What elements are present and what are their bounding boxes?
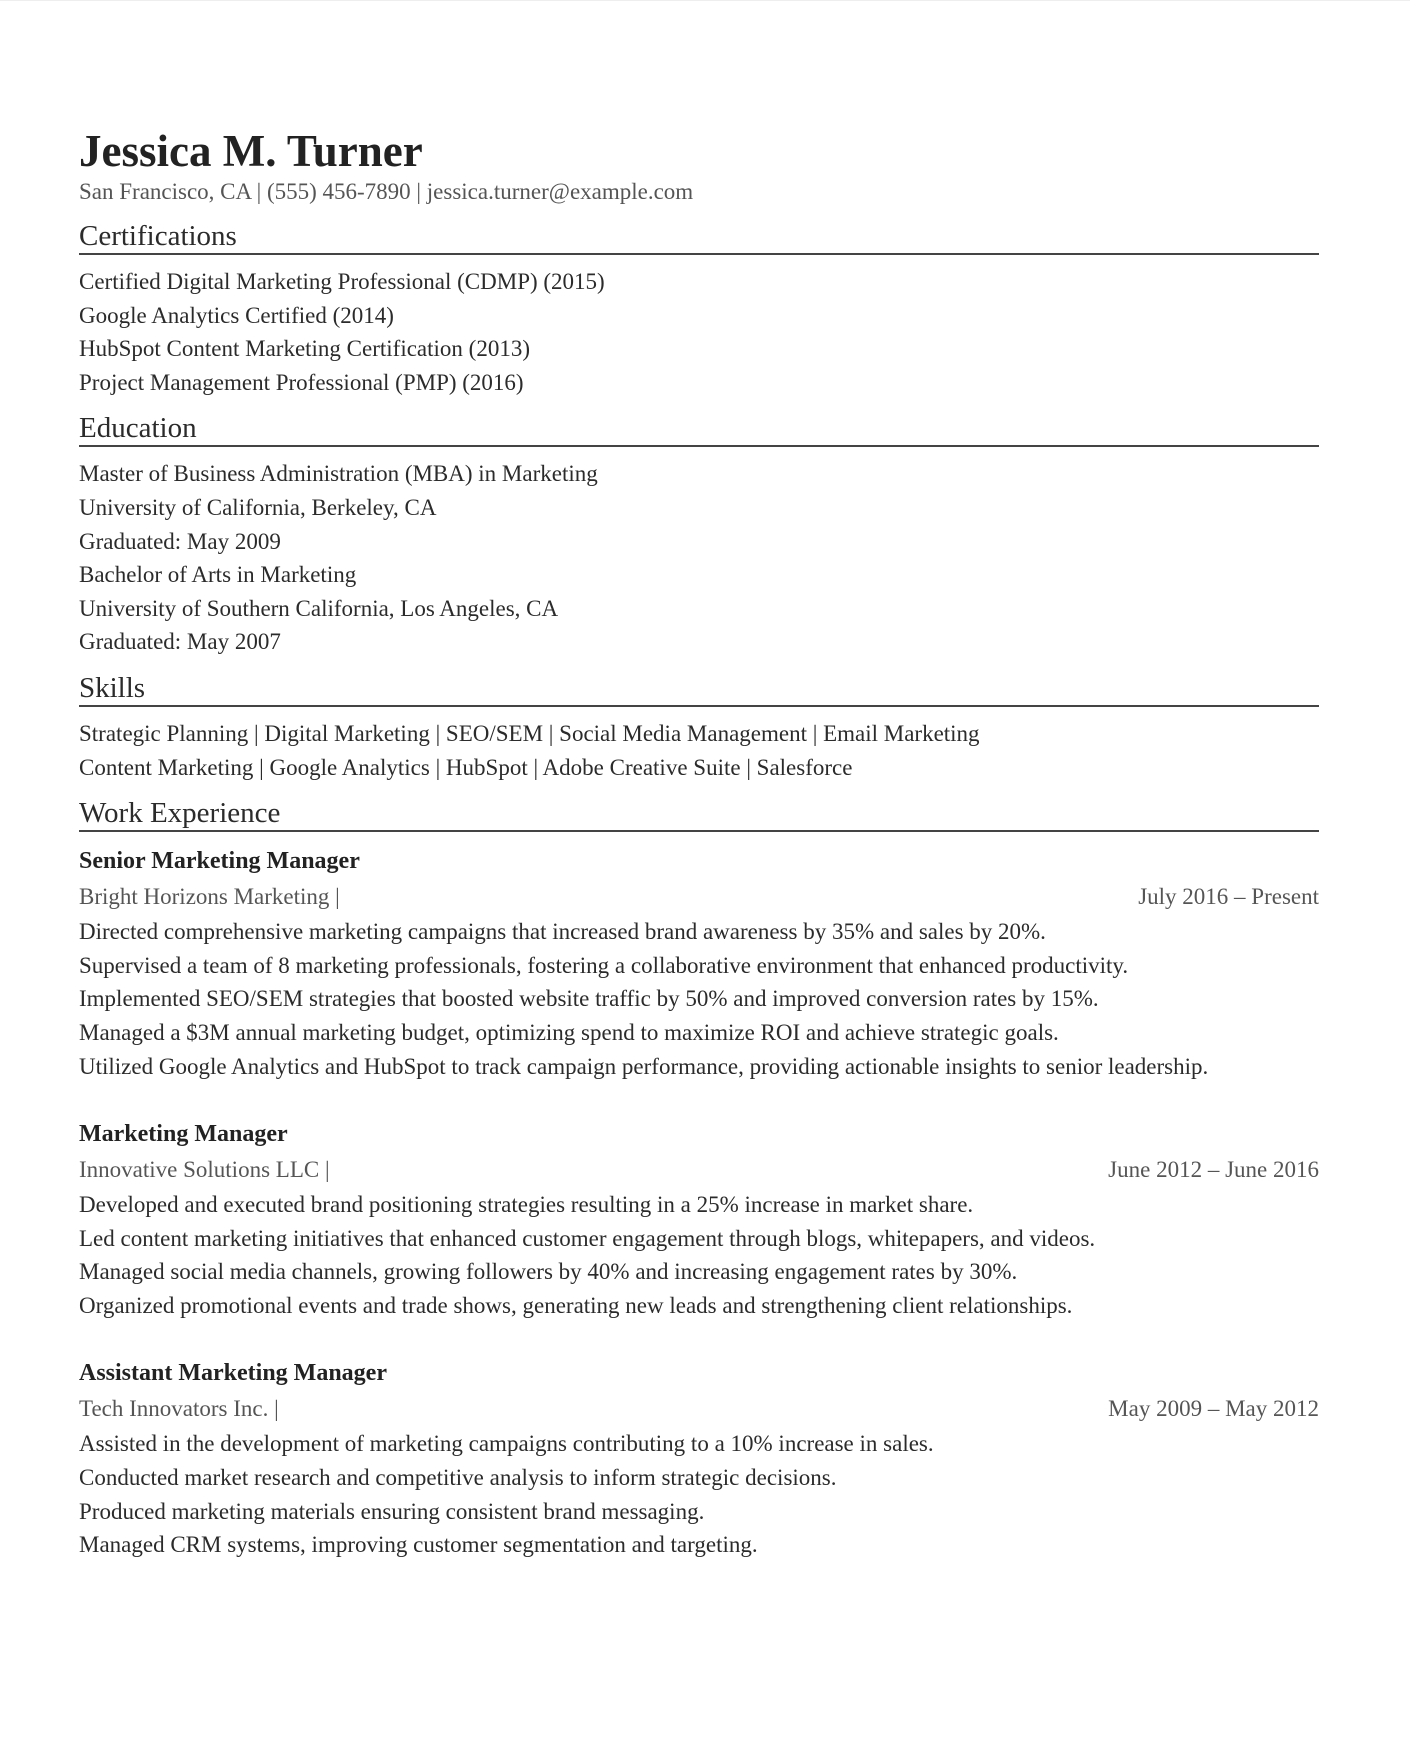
job-bullet: Managed social media channels, growing followers by 40% and increasing engagement rates by 30%. (79, 1259, 1018, 1285)
section-title-certifications: Certifications (79, 219, 1319, 255)
job-bullet: Led content marketing initiatives that enhanced customer engagement through blogs, whitepapers, and videos. (79, 1225, 1096, 1251)
job-company: Tech Innovators Inc. | (79, 1396, 279, 1422)
job-meta (79, 878, 1319, 915)
job-bullet: Directed comprehensive marketing campaigns that increased brand awareness by 35% and sales by 20%. (79, 919, 1046, 945)
contact-info: San Francisco, CA | (555) 456-7890 | jessica.turner@example.com (79, 179, 694, 204)
job-title: Marketing Manager (79, 1121, 288, 1148)
certification-item: Project Management Professional (PMP) (2016) (79, 369, 524, 395)
job-meta (79, 1151, 1319, 1188)
job-company: Bright Horizons Marketing | (79, 884, 340, 910)
job-title: Senior Marketing Manager (79, 848, 360, 875)
job-title: Assistant Marketing Manager (79, 1360, 387, 1387)
skills-section (79, 671, 1319, 784)
certification-item: HubSpot Content Marketing Certification (2013) (79, 336, 530, 362)
skills-line: Strategic Planning | Digital Marketing | SEO/SEM | Social Media Management | Email Marketing (79, 720, 980, 746)
candidate-name: Jessica M. Turner (79, 126, 423, 176)
job-bullet: Organized promotional events and trade shows, generating new leads and strengthening client relationships. (79, 1292, 1073, 1318)
section-title-skills: Skills (79, 671, 1319, 707)
section-title-work-experience: Work Experience (79, 796, 1319, 832)
job-bullet: Conducted market research and competitive analysis to inform strategic decisions. (79, 1465, 837, 1491)
job-bullet: Assisted in the development of marketing campaigns contributing to a 10% increase in sales. (79, 1431, 934, 1457)
work-experience-section (79, 796, 1319, 1562)
job-bullet: Produced marketing materials ensuring consistent brand messaging. (79, 1498, 705, 1524)
job-bullet: Utilized Google Analytics and HubSpot to track campaign performance, providing actionable insights to senior leadership. (79, 1053, 1209, 1079)
education-section (79, 411, 1319, 659)
job-meta (79, 1390, 1319, 1427)
job-bullet: Implemented SEO/SEM strategies that boosted website traffic by 50% and improved conversion rates by 15%. (79, 986, 1099, 1012)
job-company: Innovative Solutions LLC | (79, 1157, 330, 1183)
job-dates: May 2009 – May 2012 (1108, 1396, 1319, 1422)
job-bullet: Developed and executed brand positioning strategies resulting in a 25% increase in market share. (79, 1192, 974, 1218)
job-entry (79, 844, 1319, 1083)
job-bullets (79, 1427, 1319, 1561)
education-line: University of Southern California, Los Angeles, CA (79, 595, 559, 621)
certification-item: Google Analytics Certified (2014) (79, 302, 394, 328)
job-dates: July 2016 – Present (1138, 884, 1319, 910)
job-entry (79, 1356, 1319, 1561)
skills-line: Content Marketing | Google Analytics | HubSpot | Adobe Creative Suite | Salesforce (79, 754, 853, 780)
education-line: Graduated: May 2007 (79, 629, 281, 655)
job-bullet: Managed CRM systems, improving customer segmentation and targeting. (79, 1532, 758, 1558)
job-bullet: Managed a $3M annual marketing budget, optimizing spend to maximize ROI and achieve strategic goals. (79, 1019, 1059, 1045)
job-bullets (79, 1188, 1319, 1322)
certifications-section (79, 219, 1319, 399)
education-line: University of California, Berkeley, CA (79, 494, 437, 520)
education-line: Graduated: May 2009 (79, 528, 281, 554)
education-line: Bachelor of Arts in Marketing (79, 562, 357, 588)
job-dates: June 2012 – June 2016 (1108, 1157, 1319, 1183)
job-bullets (79, 915, 1319, 1083)
job-bullet: Supervised a team of 8 marketing professionals, fostering a collaborative environment that enhanced productivity. (79, 952, 1129, 978)
job-entry (79, 1117, 1319, 1322)
certification-item: Certified Digital Marketing Professional (CDMP) (2015) (79, 269, 605, 294)
section-title-education: Education (79, 411, 1319, 447)
education-line: Master of Business Administration (MBA) in Marketing (79, 461, 598, 487)
